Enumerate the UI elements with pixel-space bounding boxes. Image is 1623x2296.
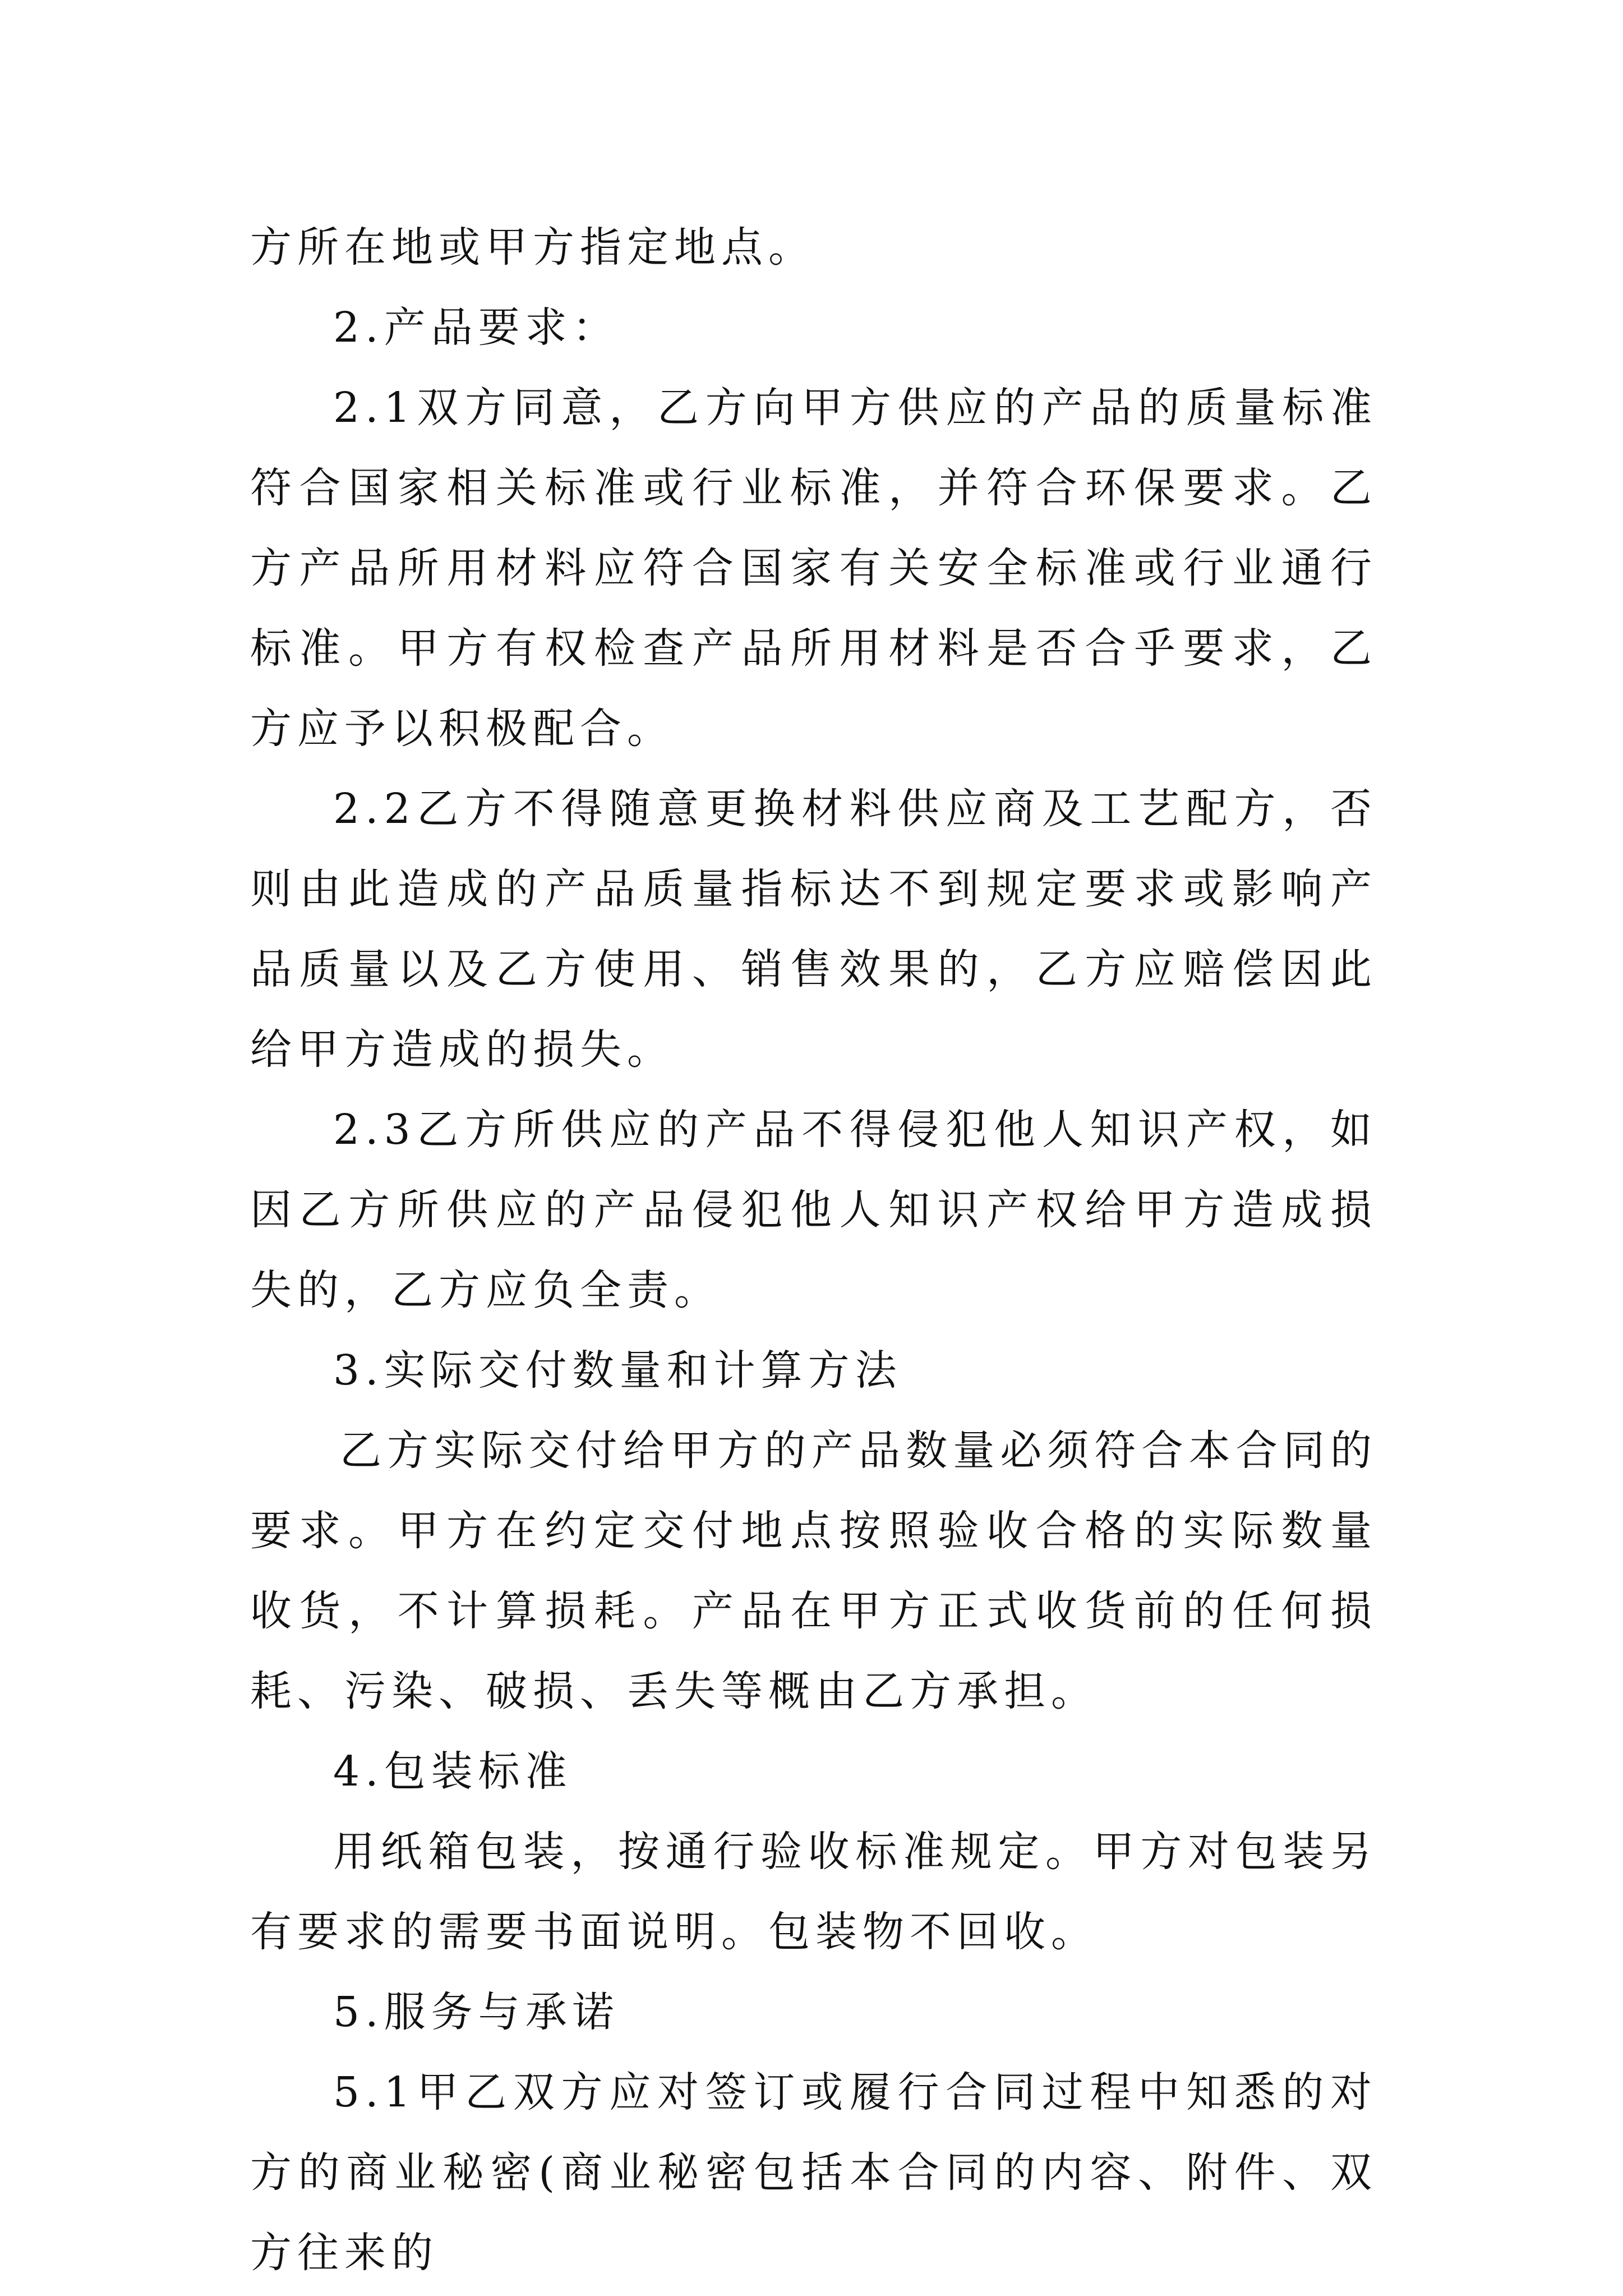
clause-2-1: 2.1双方同意，乙方向甲方供应的产品的质量标准符合国家相关标准或行业标准，并符合环保要求。乙方产品所用材料应符合国家有关安全标准或行业通行标准。甲方有权检查产品所用材料是否合乎要求，乙方应予以积极配合。 xyxy=(250,384,1377,753)
heading-delivery-quantity: 3.实际交付数量和计算方法 xyxy=(333,1346,902,1395)
clause-2-2: 2.2乙方不得随意更换材料供应商及工艺配方，否则由此造成的产品质量指标达不到规定要求或影响产品质量以及乙方使用、销售效果的，乙方应赔偿因此给甲方造成的损失。 xyxy=(250,785,1377,1074)
document-body xyxy=(250,208,1377,2293)
clause-2-3: 2.3乙方所供应的产品不得侵犯他人知识产权，如因乙方所供应的产品侵犯他人知识产权给甲方造成损失的，乙方应负全责。 xyxy=(250,1106,1377,1314)
heading-product-requirements: 2.产品要求： xyxy=(333,303,620,352)
paragraph-continuation: 方所在地或甲方指定地点。 xyxy=(250,223,815,272)
clause-5-1: 5.1甲乙双方应对签订或履行合同过程中知悉的对方的商业秘密(商业秘密包括本合同的内容、附件、双方往来的 xyxy=(250,2068,1377,2277)
heading-packaging: 4.包装标准 xyxy=(333,1747,573,1796)
packaging-text: 用纸箱包装，按通行验收标准规定。甲方对包装另有要求的需要书面说明。包装物不回收。 xyxy=(250,1828,1377,1956)
heading-service-commitment: 5.服务与承诺 xyxy=(333,1988,620,2036)
delivery-quantity-text: 乙方实际交付给甲方的产品数量必须符合本合同的要求。甲方在约定交付地点按照验收合格的实际数量收货，不计算损耗。产品在甲方正式收货前的任何损耗、污染、破损、丢失等概由乙方承担。 xyxy=(250,1427,1377,1715)
